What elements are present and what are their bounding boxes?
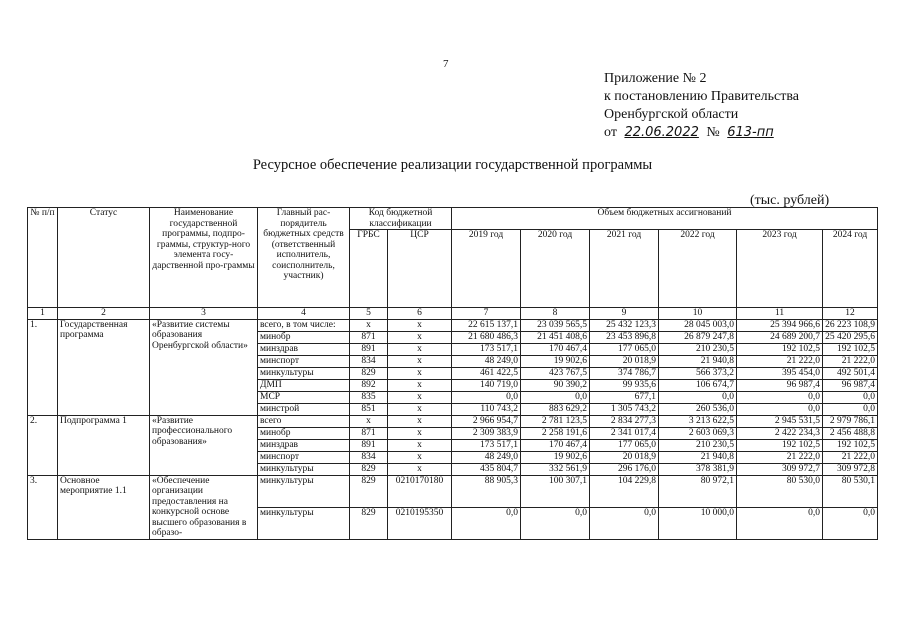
row-value: 2 945 531,5 (737, 415, 823, 427)
row-csr: х (388, 439, 452, 451)
column-number: 5 (350, 308, 388, 320)
column-number: 6 (388, 308, 452, 320)
units-label: (тыс. рублей) (750, 193, 830, 208)
row-value: 21 222,0 (737, 355, 823, 367)
row-value: 0,0 (737, 403, 823, 415)
row-admin: МСР (258, 391, 350, 403)
row-status: Подпрограмма 1 (58, 415, 150, 475)
row-admin: минобр (258, 331, 350, 343)
row-value: 192 102,5 (737, 343, 823, 355)
row-value: 21 222,0 (823, 355, 878, 367)
row-grbs: 871 (350, 331, 388, 343)
row-value: 22 615 137,1 (452, 319, 521, 331)
row-csr: х (388, 331, 452, 343)
table-row (28, 319, 878, 331)
row-value: 48 249,0 (452, 355, 521, 367)
row-value: 26 879 247,8 (659, 331, 737, 343)
row-value: 173 517,1 (452, 439, 521, 451)
column-number: 7 (452, 308, 521, 320)
row-value: 21 680 486,3 (452, 331, 521, 343)
row-value: 99 935,6 (590, 379, 659, 391)
row-grbs: 835 (350, 391, 388, 403)
row-csr: х (388, 415, 452, 427)
row-csr: х (388, 403, 452, 415)
row-value: 80 972,1 (659, 475, 737, 507)
row-value: 309 972,7 (737, 463, 823, 475)
column-number: 11 (737, 308, 823, 320)
row-value: 19 902,6 (521, 451, 590, 463)
row-value: 492 501,4 (823, 367, 878, 379)
header-row-1 (28, 208, 878, 230)
row-value: 2 966 954,7 (452, 415, 521, 427)
row-value: 28 045 003,0 (659, 319, 737, 331)
column-number: 12 (823, 308, 878, 320)
column-number: 3 (150, 308, 258, 320)
row-value: 177 065,0 (590, 439, 659, 451)
row-value: 1 305 743,2 (590, 403, 659, 415)
row-value: 2 258 191,6 (521, 427, 590, 439)
row-value: 170 467,4 (521, 343, 590, 355)
header-admin: Главный рас-порядитель бюджетных средств (ответственный исполнитель, соисполнитель, участник) (258, 208, 350, 308)
row-value: 395 454,0 (737, 367, 823, 379)
row-value: 23 039 565,5 (521, 319, 590, 331)
row-value: 88 905,3 (452, 475, 521, 507)
header-budget-code: Код бюджетной классификации (350, 208, 452, 230)
column-number: 2 (58, 308, 150, 320)
row-csr: х (388, 379, 452, 391)
row-value: 0,0 (590, 507, 659, 539)
row-csr: х (388, 355, 452, 367)
header-year: 2020 год (521, 230, 590, 308)
row-admin: минстрой (258, 403, 350, 415)
row-value: 25 432 123,3 (590, 319, 659, 331)
table-row (28, 475, 878, 507)
row-grbs: 892 (350, 379, 388, 391)
row-grbs: 891 (350, 343, 388, 355)
row-value: 0,0 (823, 403, 878, 415)
row-number: 1. (28, 319, 58, 415)
row-grbs: 834 (350, 451, 388, 463)
row-value: 374 786,7 (590, 367, 659, 379)
row-admin: всего (258, 415, 350, 427)
row-status: Основное мероприятие 1.1 (58, 475, 150, 539)
header-year: 2023 год (737, 230, 823, 308)
row-value: 192 102,5 (823, 343, 878, 355)
row-value: 90 390,2 (521, 379, 590, 391)
row-csr: х (388, 343, 452, 355)
row-value: 435 804,7 (452, 463, 521, 475)
row-value: 80 530,1 (823, 475, 878, 507)
row-value: 170 467,4 (521, 439, 590, 451)
row-value: 296 176,0 (590, 463, 659, 475)
row-status: Государственная программа (58, 319, 150, 415)
row-value: 2 834 277,3 (590, 415, 659, 427)
row-value: 0,0 (452, 507, 521, 539)
row-grbs: х (350, 319, 388, 331)
row-admin: всего, в том числе: (258, 319, 350, 331)
row-name: «Развитие профессионального образования» (150, 415, 258, 475)
row-value: 20 018,9 (590, 451, 659, 463)
row-grbs: 891 (350, 439, 388, 451)
row-value: 21 451 408,6 (521, 331, 590, 343)
row-value: 20 018,9 (590, 355, 659, 367)
row-value: 0,0 (452, 391, 521, 403)
row-grbs: 829 (350, 475, 388, 507)
row-value: 25 394 966,6 (737, 319, 823, 331)
row-value: 2 456 488,8 (823, 427, 878, 439)
row-value: 210 230,5 (659, 439, 737, 451)
row-value: 309 972,8 (823, 463, 878, 475)
row-value: 177 065,0 (590, 343, 659, 355)
row-admin: минкультуры (258, 367, 350, 379)
handwritten-number: 613-пп (727, 125, 774, 140)
row-value: 332 561,9 (521, 463, 590, 475)
row-value: 883 629,2 (521, 403, 590, 415)
row-value: 0,0 (737, 507, 823, 539)
row-value: 0,0 (659, 391, 737, 403)
column-number: 4 (258, 308, 350, 320)
row-number: 2. (28, 415, 58, 475)
row-csr: 0210170180 (388, 475, 452, 507)
row-csr: х (388, 463, 452, 475)
row-csr: х (388, 367, 452, 379)
row-csr: х (388, 427, 452, 439)
row-number: 3. (28, 475, 58, 539)
row-value: 21 222,0 (737, 451, 823, 463)
row-csr: 0210195350 (388, 507, 452, 539)
appendix-resolution: к постановлению Правительства (604, 89, 800, 104)
row-admin: минспорт (258, 451, 350, 463)
row-grbs: х (350, 415, 388, 427)
header-year: 2021 год (590, 230, 659, 308)
row-value: 423 767,5 (521, 367, 590, 379)
row-admin: ДМП (258, 379, 350, 391)
row-admin: минкультуры (258, 463, 350, 475)
column-number: 1 (28, 308, 58, 320)
row-value: 104 229,8 (590, 475, 659, 507)
date-prefix: от (604, 125, 617, 140)
appendix-region: Оренбургской области (604, 107, 739, 122)
row-admin: минобр (258, 427, 350, 439)
row-value: 140 719,0 (452, 379, 521, 391)
row-value: 0,0 (823, 391, 878, 403)
header-year: 2022 год (659, 230, 737, 308)
row-value: 3 213 622,5 (659, 415, 737, 427)
row-value: 173 517,1 (452, 343, 521, 355)
column-number-row (28, 308, 878, 320)
column-number: 10 (659, 308, 737, 320)
row-admin: минкультуры (258, 475, 350, 507)
row-grbs: 829 (350, 367, 388, 379)
row-value: 21 940,8 (659, 451, 737, 463)
row-value: 10 000,0 (659, 507, 737, 539)
row-grbs: 851 (350, 403, 388, 415)
row-value: 23 453 896,8 (590, 331, 659, 343)
row-value: 2 422 234,3 (737, 427, 823, 439)
row-value: 80 530,0 (737, 475, 823, 507)
row-value: 2 341 017,4 (590, 427, 659, 439)
row-csr: х (388, 319, 452, 331)
row-value: 2 309 383,9 (452, 427, 521, 439)
row-value: 26 223 108,9 (823, 319, 878, 331)
row-admin: минздрав (258, 439, 350, 451)
row-value: 210 230,5 (659, 343, 737, 355)
row-value: 0,0 (521, 507, 590, 539)
row-grbs: 829 (350, 463, 388, 475)
header-year: 2019 год (452, 230, 521, 308)
table-clip (0, 207, 905, 574)
row-value: 461 422,5 (452, 367, 521, 379)
row-value: 48 249,0 (452, 451, 521, 463)
row-value: 2 979 786,1 (823, 415, 878, 427)
row-value: 0,0 (823, 507, 878, 539)
row-value: 0,0 (737, 391, 823, 403)
column-number: 9 (590, 308, 659, 320)
header-grbs: ГРБС (350, 230, 388, 308)
row-name: «Развитие системы образования Оренбургской области» (150, 319, 258, 415)
row-value: 25 420 295,6 (823, 331, 878, 343)
row-grbs: 871 (350, 427, 388, 439)
row-csr: х (388, 451, 452, 463)
appendix-date-line (604, 124, 799, 142)
row-value: 110 743,2 (452, 403, 521, 415)
row-value: 24 689 200,7 (737, 331, 823, 343)
handwritten-date: 22.06.2022 (624, 125, 699, 140)
table-row (28, 415, 878, 427)
number-prefix: № (706, 125, 720, 140)
row-value: 677,1 (590, 391, 659, 403)
row-grbs: 834 (350, 355, 388, 367)
appendix-title: Приложение № 2 (604, 71, 707, 86)
row-name: «Обеспечение организации предоставления на конкурсной основе высшего образования в образо- (150, 475, 258, 539)
appendix-block (604, 70, 799, 142)
row-value: 106 674,7 (659, 379, 737, 391)
row-value: 192 102,5 (823, 439, 878, 451)
row-value: 21 940,8 (659, 355, 737, 367)
row-value: 260 536,0 (659, 403, 737, 415)
row-value: 21 222,0 (823, 451, 878, 463)
row-admin: минздрав (258, 343, 350, 355)
header-name: Наименование государственной программы, подпро-граммы, структур-ного элемента госу-дарственной про-граммы (150, 208, 258, 308)
row-admin: минкультуры (258, 507, 350, 539)
row-value: 378 381,9 (659, 463, 737, 475)
header-volume: Объем бюджетных ассигнований (452, 208, 878, 230)
row-value: 2 603 069,3 (659, 427, 737, 439)
row-value: 2 781 123,5 (521, 415, 590, 427)
row-value: 0,0 (521, 391, 590, 403)
row-csr: х (388, 391, 452, 403)
row-value: 566 373,2 (659, 367, 737, 379)
page-number: 7 (443, 58, 449, 70)
header-csr: ЦСР (388, 230, 452, 308)
header-year: 2024 год (823, 230, 878, 308)
resource-table (27, 207, 878, 540)
row-value: 100 307,1 (521, 475, 590, 507)
document-title: Ресурсное обеспечение реализации государственной программы (252, 157, 653, 173)
column-number: 8 (521, 308, 590, 320)
row-value: 192 102,5 (737, 439, 823, 451)
row-value: 19 902,6 (521, 355, 590, 367)
row-value: 96 987,4 (737, 379, 823, 391)
row-admin: минспорт (258, 355, 350, 367)
header-status: Статус (58, 208, 150, 308)
header-num: № п/п (28, 208, 58, 308)
row-grbs: 829 (350, 507, 388, 539)
row-value: 96 987,4 (823, 379, 878, 391)
